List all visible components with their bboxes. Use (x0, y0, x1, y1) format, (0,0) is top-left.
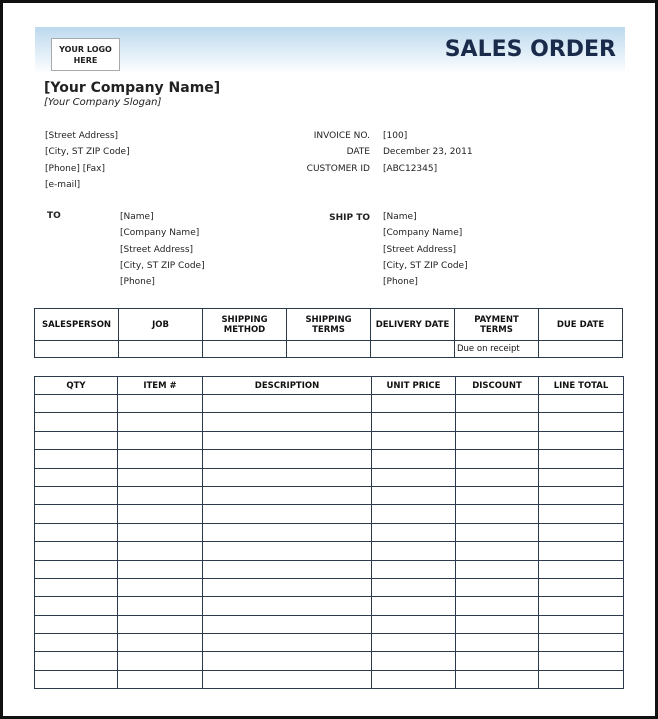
table-cell[interactable] (35, 431, 118, 449)
table-cell[interactable] (35, 505, 118, 523)
invoice-field-label: DATE (346, 147, 370, 158)
table-row (35, 450, 624, 468)
table-cell[interactable] (35, 597, 118, 615)
table-cell[interactable] (203, 560, 372, 578)
table-row (35, 560, 624, 578)
table-cell[interactable] (203, 542, 372, 560)
table-cell[interactable] (372, 523, 456, 541)
invoice-field-label: CUSTOMER ID (306, 163, 370, 174)
column-header: DELIVERY DATE (371, 309, 455, 341)
table-cell[interactable] (118, 486, 203, 504)
table-row (35, 652, 624, 670)
table-cell[interactable] (372, 560, 456, 578)
table-cell[interactable] (456, 560, 539, 578)
column-header: SHIPPING METHOD (203, 309, 287, 341)
table-cell[interactable] (539, 431, 624, 449)
bill-to-line: [Street Address] (120, 244, 194, 255)
column-header: DESCRIPTION (203, 377, 372, 395)
table-cell[interactable] (456, 450, 539, 468)
table-cell[interactable] (203, 578, 372, 596)
table-cell[interactable] (203, 431, 372, 449)
bill-to-line: [Phone] (120, 277, 155, 288)
table-cell[interactable] (456, 486, 539, 504)
column-header: SHIPPING TERMS (287, 309, 371, 341)
table-cell[interactable] (118, 670, 203, 688)
column-header: ITEM # (118, 377, 203, 395)
table-cell[interactable] (456, 505, 539, 523)
table-cell[interactable] (35, 413, 118, 431)
ship-to-line: [Phone] (383, 277, 418, 288)
table-cell[interactable] (118, 505, 203, 523)
ship-to-line: [Name] (383, 212, 417, 222)
table-cell[interactable] (372, 450, 456, 468)
order-info-table (34, 308, 623, 358)
table-cell[interactable] (372, 395, 456, 413)
table-cell[interactable] (456, 395, 539, 413)
table-cell[interactable] (539, 578, 624, 596)
table-cell[interactable] (203, 652, 372, 670)
company-name: [Your Company Name] (44, 80, 221, 96)
ship-to-line: [City, ST ZIP Code] (383, 260, 468, 271)
table-row (35, 395, 624, 413)
column-header: SALESPERSON (35, 309, 119, 341)
table-cell[interactable] (203, 670, 372, 688)
table-row (35, 578, 624, 596)
table-cell[interactable] (35, 450, 118, 468)
table-cell[interactable] (35, 578, 118, 596)
table-cell[interactable] (118, 413, 203, 431)
table-row (35, 505, 624, 523)
table-cell[interactable] (118, 431, 203, 449)
table-cell[interactable] (203, 505, 372, 523)
column-header: DUE DATE (539, 309, 623, 341)
table-row (35, 542, 624, 560)
table-cell[interactable] (203, 395, 372, 413)
table-cell[interactable] (118, 542, 203, 560)
company-address-line: [Phone] [Fax] (45, 163, 105, 174)
table-row (35, 634, 624, 652)
invoice-field-label: INVOICE NO. (313, 131, 370, 141)
table-cell[interactable] (539, 670, 624, 688)
table-cell[interactable] (118, 597, 203, 615)
table-cell[interactable] (203, 634, 372, 652)
table-cell[interactable] (35, 395, 118, 413)
table-cell[interactable] (203, 468, 372, 486)
table-cell[interactable] (35, 560, 118, 578)
company-slogan: [Your Company Slogan] (44, 97, 162, 108)
table-cell[interactable] (372, 505, 456, 523)
table-row (35, 615, 624, 633)
table-cell[interactable] (118, 634, 203, 652)
table-cell[interactable] (456, 523, 539, 541)
table-cell[interactable] (35, 341, 119, 358)
table-cell[interactable] (539, 560, 624, 578)
company-address-line: [City, ST ZIP Code] (45, 147, 130, 158)
column-header: JOB (119, 309, 203, 341)
table-cell[interactable] (118, 450, 203, 468)
bill-to-line: [City, ST ZIP Code] (120, 260, 205, 271)
table-cell[interactable] (118, 523, 203, 541)
table-cell[interactable] (35, 486, 118, 504)
table-cell[interactable] (456, 468, 539, 486)
table-cell[interactable] (539, 505, 624, 523)
line-items-table (34, 376, 624, 689)
table-cell[interactable] (118, 468, 203, 486)
table-cell[interactable] (539, 450, 624, 468)
table-cell[interactable] (539, 413, 624, 431)
table-cell[interactable] (118, 615, 203, 633)
invoice-field-value: December 23, 2011 (383, 147, 473, 158)
table-cell[interactable] (203, 615, 372, 633)
ship-to-line: [Company Name] (383, 228, 463, 239)
table-cell[interactable] (456, 431, 539, 449)
table-cell[interactable] (203, 450, 372, 468)
table-row (35, 486, 624, 504)
table-row (35, 468, 624, 486)
column-header: QTY (35, 377, 118, 395)
company-address-line: [e-mail] (45, 179, 81, 190)
table-cell[interactable] (372, 431, 456, 449)
column-header: UNIT PRICE (372, 377, 456, 395)
table-cell[interactable] (372, 486, 456, 504)
table-cell[interactable] (539, 597, 624, 615)
table-cell[interactable] (35, 468, 118, 486)
column-header: DISCOUNT (456, 377, 539, 395)
table-cell[interactable] (372, 468, 456, 486)
table-cell[interactable] (456, 615, 539, 633)
table-row (35, 597, 624, 615)
table-cell[interactable] (539, 468, 624, 486)
table-cell[interactable] (456, 413, 539, 431)
table-cell[interactable] (372, 413, 456, 431)
table-cell[interactable] (456, 578, 539, 596)
table-cell[interactable] (539, 634, 624, 652)
table-cell[interactable] (539, 486, 624, 504)
table-cell[interactable] (372, 615, 456, 633)
table-cell[interactable] (203, 486, 372, 504)
table-row (35, 431, 624, 449)
table-cell[interactable] (203, 413, 372, 431)
table-cell[interactable] (456, 597, 539, 615)
table-cell[interactable] (372, 597, 456, 615)
table-cell[interactable] (119, 341, 203, 358)
table-cell[interactable] (35, 634, 118, 652)
table-cell[interactable] (539, 523, 624, 541)
table-cell[interactable] (456, 670, 539, 688)
table-cell[interactable] (539, 341, 623, 358)
to-label: TO (47, 211, 61, 221)
ship-to-line: [Street Address] (383, 244, 457, 255)
table-cell[interactable] (35, 523, 118, 541)
table-cell[interactable] (118, 560, 203, 578)
logo-placeholder: YOUR LOGO HERE (51, 38, 120, 71)
table-cell[interactable] (456, 542, 539, 560)
bill-to-line: [Name] (120, 212, 154, 222)
table-cell[interactable] (118, 578, 203, 596)
table-cell[interactable] (35, 615, 118, 633)
table-cell[interactable] (203, 597, 372, 615)
column-header: PAYMENT TERMS (455, 309, 539, 341)
table-cell[interactable] (372, 652, 456, 670)
column-header: LINE TOTAL (539, 377, 624, 395)
table-cell[interactable] (539, 395, 624, 413)
table-cell[interactable] (118, 652, 203, 670)
table-cell[interactable] (372, 670, 456, 688)
invoice-field-value: [ABC12345] (383, 163, 438, 174)
table-cell[interactable] (372, 634, 456, 652)
bill-to-line: [Company Name] (120, 228, 200, 239)
table-cell[interactable] (371, 341, 455, 358)
table-cell[interactable]: Due on receipt (455, 341, 539, 358)
table-cell[interactable] (372, 542, 456, 560)
table-cell[interactable] (35, 652, 118, 670)
table-cell[interactable] (203, 341, 287, 358)
table-row (35, 670, 624, 688)
table-cell[interactable] (287, 341, 371, 358)
company-address-line: [Street Address] (45, 131, 119, 141)
document-title: SALES ORDER (444, 37, 616, 62)
table-cell[interactable] (539, 542, 624, 560)
table-cell[interactable] (118, 395, 203, 413)
table-cell[interactable] (456, 634, 539, 652)
table-cell[interactable] (456, 652, 539, 670)
table-cell[interactable] (539, 652, 624, 670)
table-row (35, 523, 624, 541)
table-cell[interactable] (372, 578, 456, 596)
table-cell[interactable] (35, 670, 118, 688)
table-row (35, 413, 624, 431)
table-cell[interactable] (539, 615, 624, 633)
table-cell[interactable] (203, 523, 372, 541)
table-cell[interactable] (35, 542, 118, 560)
invoice-field-value: [100] (383, 131, 408, 141)
ship-to-label: SHIP TO (329, 213, 370, 223)
